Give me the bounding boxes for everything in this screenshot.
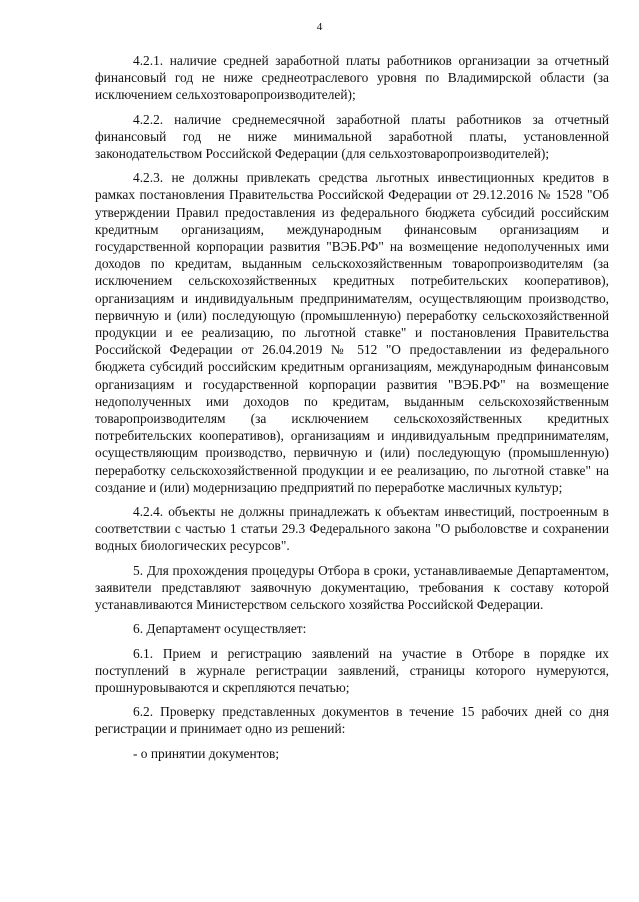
paragraph-6: 6. Департамент осуществляет: bbox=[133, 621, 307, 637]
list-item-accept-documents: - о принятии документов; bbox=[133, 745, 280, 761]
paragraph-4-2-3: 4.2.3. не должны привлекать средства льготных инвестиционных кредитов в рамках постановления Правительства Российской Федерации от 29.12.2016 № 1528 "Об утверждении Правил предоставления из федерального бюджета субсидий российским кредитным организациям, международным финансовым организациям и государственной корпорации развития "ВЭБ.РФ" на возмещение недополученных ими доходов по кредитам, выданным сельскохозяйственным товаропроизводителям (за исключением сельскохозяйственных кредитных потребительских кооперативов), организациям и индивидуальным предпринимателям, осуществляющим производство, первичную и (или) последующую (промышленную) переработку сельскохозяйственной продукции и ее реализацию, по льготной ставке" и постановления Правительства Российской Федерации от 26.04.2019 № 512 "О предоставлении из федерального бюджета субсидий российским кредитным организациям, международным финансовым организациям и государственной корпорации развития "ВЭБ.РФ" на возмещение недополученных ими доходов по кредитам, выданным сельскохозяйственным товаропроизводителям (за исключением сельскохозяйственных кредитных потребительских кооперативов), организациям и индивидуальным предпринимателям, осуществляющим производство, первичную и (или) последующую (промышленную) переработку сельскохозяйственной продукции и ее реализацию, по льготной ставке" на создание и (или) модернизацию предприятий по переработке масличных культур; bbox=[95, 170, 609, 495]
paragraph-6-1: 6.1. Прием и регистрацию заявлений на участие в Отборе в порядке их поступлений в журнале регистрации заявлений, страницы которого нумеруются, прошнуровываются и скрепляются печатью; bbox=[95, 645, 609, 695]
paragraph-4-2-2: 4.2.2. наличие среднемесячной заработной платы работников за отчетный финансовый год не ниже минимальной заработной платы, установленной законодательством Российской Федерации (для сельхозтоваропроизводителей); bbox=[95, 111, 609, 162]
document-body bbox=[95, 52, 609, 766]
paragraph-5: 5. Для прохождения процедуры Отбора в сроки, устанавливаемые Департаментом, заявители представляют заявочную документацию, требования к составу которой устанавливаются Министерством сельского хозяйства Российской Федерации. bbox=[95, 562, 609, 613]
paragraph-4-2-4: 4.2.4. объекты не должны принадлежать к объектам инвестиций, построенным в соответствии с частью 1 статьи 29.3 Федерального закона "О рыболовстве и сохранении водных биологических ресурсов". bbox=[95, 504, 609, 554]
page-number: 4 bbox=[316, 21, 323, 33]
paragraph-6-2: 6.2. Проверку представленных документов в течение 15 рабочих дней со дня регистрации и принимает одно из решений: bbox=[95, 704, 609, 737]
paragraph-4-2-1: 4.2.1. наличие средней заработной платы работников организации за отчетный финансовый год не ниже среднеотраслевого уровня по Владимирской области (за исключением сельхозтоваропроизводителей); bbox=[95, 53, 609, 103]
